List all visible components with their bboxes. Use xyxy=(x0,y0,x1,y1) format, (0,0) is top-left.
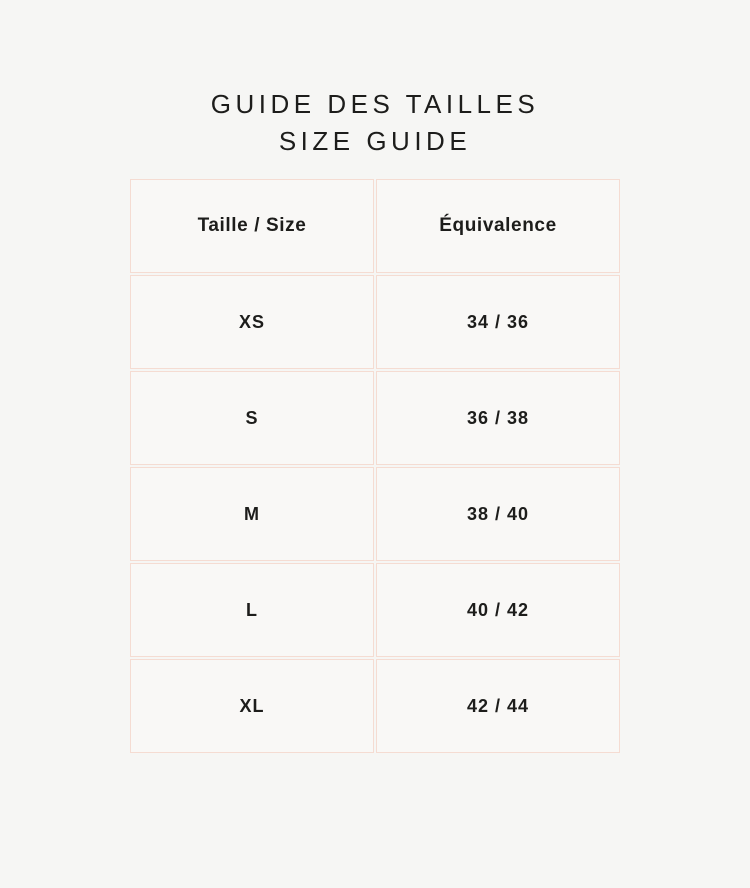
equivalence-cell: 38 / 40 xyxy=(376,467,620,561)
table-row xyxy=(130,371,620,465)
equivalence-cell: 42 / 44 xyxy=(376,659,620,753)
column-header-size: Taille / Size xyxy=(130,179,374,273)
equivalence-cell: 34 / 36 xyxy=(376,275,620,369)
size-guide-table xyxy=(128,177,622,755)
page-title-line-en: SIZE GUIDE xyxy=(278,126,472,156)
page-title xyxy=(0,86,750,160)
column-header-equivalence: Équivalence xyxy=(376,179,620,273)
table-row xyxy=(130,467,620,561)
table-row xyxy=(130,275,620,369)
equivalence-cell: 40 / 42 xyxy=(376,563,620,657)
size-table-head xyxy=(130,179,620,273)
size-cell: M xyxy=(130,467,374,561)
size-cell: XL xyxy=(130,659,374,753)
table-header-row xyxy=(130,179,620,273)
size-cell: XS xyxy=(130,275,374,369)
equivalence-cell: 36 / 38 xyxy=(376,371,620,465)
size-cell: L xyxy=(130,563,374,657)
size-table-body xyxy=(130,275,620,753)
size-cell: S xyxy=(130,371,374,465)
page-title-line-fr: GUIDE DES TAILLES xyxy=(210,89,540,119)
table-row xyxy=(130,659,620,753)
table-row xyxy=(130,563,620,657)
